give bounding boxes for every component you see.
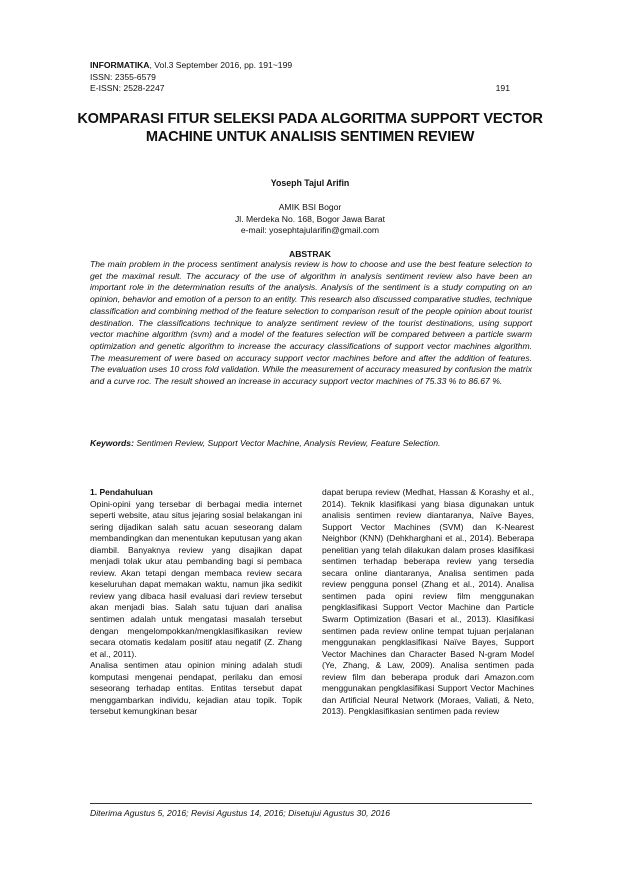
body-paragraph-3: dapat berupa review (Medhat, Hassan & Korashy et al., 2014). Teknik klasifikasi yang biasa digunakan untuk analisis sentimen review diantaranya, Naïve Bayes, Support Vector Machines (SVM) dan K-Nearest Neighbor (KNN) (Dehkharghani et al., 2014). Beberapa penelitian yang telah dilakukan dalam proses klasifikasi sentimen terhadap beberapa review yang tersedia secara online diantaranya, Analisa sentimen pada review pengguna ponsel (Zhang et al., 2014). Analisa sentimen pada opini review film menggunakan pengklasifikasi Support Vector Machine dan Particle Swarm Optimization (Basari et al., 2013). Klasifikasi sentimen pada review online tempat tujuan perjalanan menggunakan pengklasifikasi Naïve Bayes, Support Vector Machines dan Character Based N-gram Model (Ye, Zhang, & Law, 2009). Analisa sentimen pada review film dan beberapa produk dari Amazon.com menggunakan pengklasifikasi Support Vector Machines dan Artificial Neural Network (Moraes, Valiati, & Neto, 2013). Pengklasifikasian sentimen pada review <box>322 487 534 717</box>
page-number: 191 <box>495 83 510 93</box>
keywords-label: Keywords: <box>90 438 134 448</box>
issn: ISSN: 2355-6579 <box>90 71 156 82</box>
keywords <box>90 438 532 450</box>
footer-divider <box>90 803 532 804</box>
volume-pages: , Vol.3 September 2016, pp. 191~199 <box>149 60 293 70</box>
institution: AMIK BSI Bogor <box>278 202 342 212</box>
journal-name: INFORMATIKA <box>90 60 150 70</box>
journal-header <box>90 60 292 95</box>
section-heading: 1. Pendahuluan <box>90 487 153 497</box>
abstract-text: The main problem in the process sentiment analysis review is how to choose and use the best feature selection to get the maximal result. The accuracy of the use of algorithm in analysis sentiment review also have been an important role in the determination results of the analysis. Analysis of the sentiment is a study computing on an opinion, behavior and emotion of a person to an entity. This research also discussed comparative studies, technique classification and combining method of the feature selection to comparison result of the people opinion about tourist destination. The classifications technique to analyze sentiment review of the tourist destinations, using support vector machine algorithm (svm) and a model of the features selection will be compared between a particle swarm optimization and genetic algorithm to increase the accuracy classifications of support vector machines algorithm. The measurement of were based on accuracy support vector machines before and after the addition of features. The evaluation uses 10 cross fold validation. While the measurement of accuracy measured by confusion the matrix and a curve roc. The result showed an increase in accuracy support vector machines of 75.33 % to 86.67 %. <box>90 259 532 387</box>
footer-dates: Diterima Agustus 5, 2016; Revisi Agustus 14, 2016; Disetujui Agustus 30, 2016 <box>90 808 390 818</box>
keywords-text: Sentimen Review, Support Vector Machine, Analysis Review, Feature Selection. <box>133 438 441 448</box>
author-name: Yoseph Tajul Arifin <box>270 178 350 188</box>
paper-title: KOMPARASI FITUR SELEKSI PADA ALGORITMA SUPPORT VECTOR MACHINE UNTUK ANALISIS SENTIMEN REVIEW <box>77 111 543 145</box>
eissn: E-ISSN: 2528-2247 <box>90 83 165 93</box>
body-column-left <box>90 487 302 718</box>
affiliation <box>0 202 620 237</box>
body-column-right <box>322 487 534 718</box>
email: e-mail: yosephtajularifin@gmail.com <box>240 225 380 235</box>
body-paragraph-2: Analisa sentimen atau opinion mining adalah studi komputasi mengenai pendapat, perilaku dan emosi seseorang terhadap entitas. Entitas tersebut dapat menggambarkan individu, kejadian atau topik. Topik tersebut kemungkinan besar <box>90 660 302 717</box>
journal-citation <box>90 60 292 72</box>
address: Jl. Merdeka No. 168, Bogor Jawa Barat <box>235 213 385 224</box>
abstract-heading: ABSTRAK <box>288 249 331 259</box>
body-paragraph-1: Opini-opini yang tersebar di berbagai media internet seperti website, atau situs jejaring sosial belakangan ini sering dijadikan salah satu acuan seseorang dalam membandingkan dan menentukan keputusan yang akan diambil. Banyaknya review yang disajikan dapat menjadi tolak ukur atau pembanding bagi si pembaca review. Akan tetapi dengan membaca review secara keseluruhan dapat memakan waktu, namun jika sedikit review yang dibaca hasil evaluasi dari review tersebut akan menjadi bias. Salah satu tujuan dari analisa sentimen adalah untuk mengatasi masalah tersebut dengan mengelompokkan/mengklasifikasikan review secara otomatis kedalam positif atau negatif (Z. Zhang et al., 2011). <box>90 498 302 659</box>
